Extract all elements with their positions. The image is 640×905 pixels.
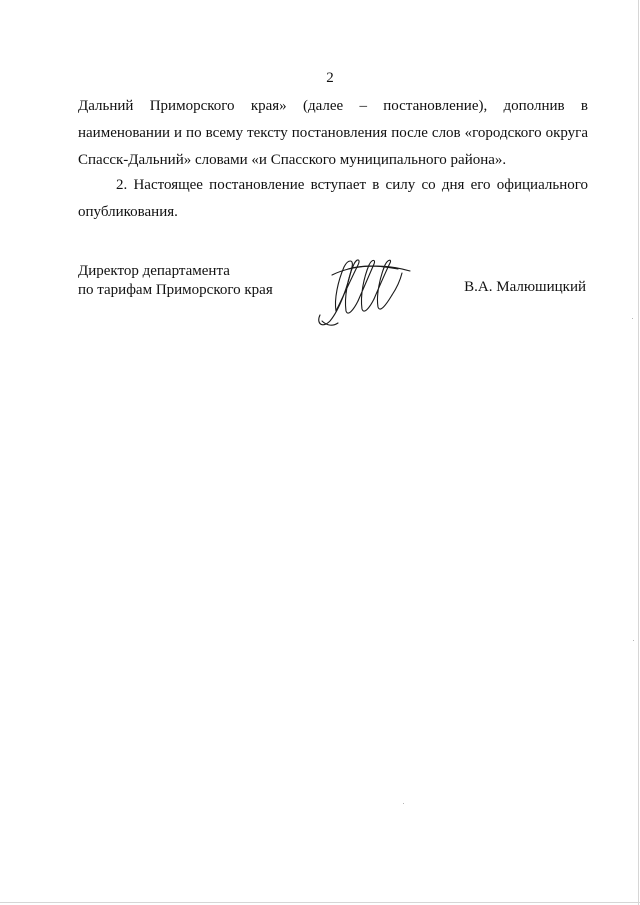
signatory-name: В.А. Малюшицкий (464, 279, 586, 295)
paragraph-item-2: 2. Настоящее постановление вступает в силу со дня его официального опубликования. (78, 177, 588, 220)
scan-speck (403, 803, 404, 804)
signatory-position-line-1: Директор департамента (78, 263, 230, 279)
scan-edge-right (638, 0, 639, 905)
scan-speck (632, 318, 633, 319)
paragraph-continuation: Дальний Приморского края» (далее – постановление), дополнив в наименовании и по всему тексту постановления после слов «городского округа Спасск-Дальний» словами «и Спасского муниципального района». (78, 98, 588, 168)
scan-speck (633, 640, 634, 641)
page-number: 2 (326, 70, 334, 86)
signatory-position-line-2: по тарифам Приморского края (78, 282, 273, 298)
handwritten-signature (312, 255, 412, 330)
scan-edge-bottom (0, 902, 640, 903)
signatory-position (78, 262, 273, 300)
